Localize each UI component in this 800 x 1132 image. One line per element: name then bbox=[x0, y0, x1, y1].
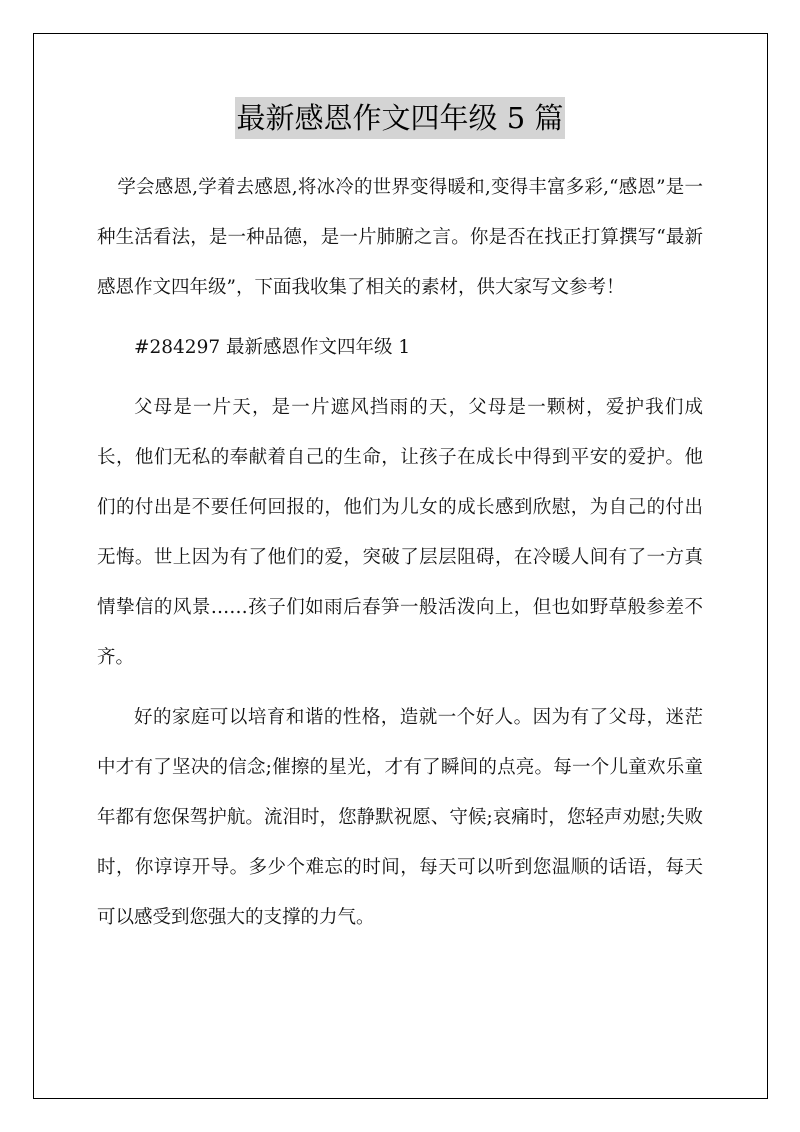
intro-paragraph: 学会感恩,学着去感恩,将冰冷的世界变得暖和,变得丰富多彩,“感恩”是一种生活看法，是一种品德，是一片肺腑之言。你是否在找正打算撰写“最新感恩作文四年级”，下面我收集了相关的素材，供大家写文参考！ bbox=[97, 177, 703, 298]
body-paragraph: 好的家庭可以培育和谐的性格，造就一个好人。因为有了父母，迷茫中才有了坚决的信念;催擦的星光，才有了瞬间的点亮。每一个儿童欢乐童年都有您保驾护航。流泪时，您静默祝愿、守候;哀痛时，您轻声劝慰;失败时，你谆谆开导。多少个难忘的时间，每天可以听到您温顺的话语，每天可以感受到您强大的支撑的力气。 bbox=[97, 707, 703, 928]
title-container bbox=[0, 97, 800, 139]
section-heading: #284297 最新感恩作文四年级 1 bbox=[134, 337, 411, 358]
body-paragraph: 父母是一片天，是一片遮风挡雨的天，父母是一颗树，爱护我们成长，他们无私的奉献着自己的生命，让孩子在成长中得到平安的爱护。他们的付出是不要任何回报的，他们为儿女的成长感到欣慰，为自己的付出无悔。世上因为有了他们的爱，突破了层层阻碍，在冷暖人间有了一方真情挚信的风景……孩子们如雨后春笋一般活泼向上，但也如野草般参差不齐。 bbox=[97, 397, 703, 668]
document-title: 最新感恩作文四年级 5 篇 bbox=[235, 97, 566, 139]
document-body bbox=[97, 163, 703, 953]
